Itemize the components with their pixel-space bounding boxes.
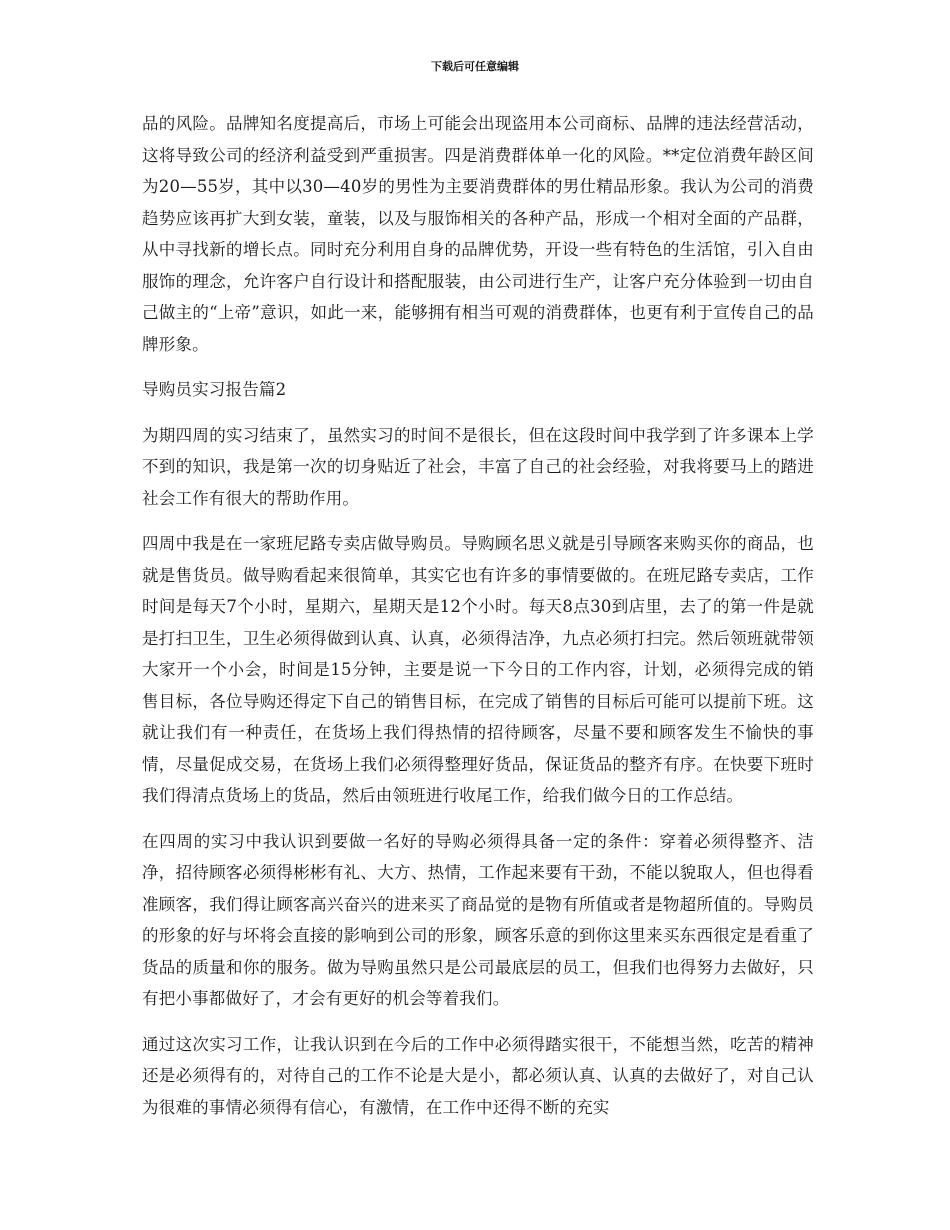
section-heading: 导购员实习报告篇2 [142, 380, 287, 399]
paragraph-4: 在四周的实习中我认识到要做一名好的导购必须得具备一定的条件：穿着必须得整齐、洁净，招待顾客必须得彬彬有礼、大方、热情，工作起来要有干劲，不能以貌取人，但也得看准顾客，我们得让顾客高兴奋兴的进来买了商品觉的是物有所值或者是物超所值的。导购员的形象的好与坏将会直接的影响到公司的形象，顾客乐意的到你这里来买东西很定是看重了货品的质量和你的服务。做为导购虽然只是公司最底层的员工，但我们也得努力去做好，只有把小事都做好了，才会有更好的机会等着我们。 [142, 831, 814, 1008]
document-body [142, 108, 814, 1137]
paragraph-2: 为期四周的实习结束了，虽然实习的时间不是很长，但在这段时间中我学到了许多课本上学不到的知识，我是第一次的切身贴近了社会，丰富了自己的社会经验，对我将要马上的踏进社会工作有很大的帮助作用。 [142, 425, 814, 508]
page-header: 下载后可任意编辑 [431, 60, 519, 73]
paragraph-3: 四周中我是在一家班尼路专卖店做导购员。导购顾名思义就是引导顾客来购买你的商品，也就是售货员。做导购看起来很简单，其实它也有许多的事情要做的。在班尼路专卖店，工作时间是每天7个小时，星期六，星期天是12个小时。每天8点30到店里，去了的第一件是就是打扫卫生，卫生必须得做到认真、认真，必须得洁净，九点必须打扫完。然后领班就带领大家开一个小会，时间是15分钟，主要是说一下今日的工作内容，计划，必须得完成的销售目标，各位导购还得定下自己的销售目标，在完成了销售的目标后可能可以提前下班。这就让我们有一种责任，在货场上我们得热情的招待顾客，尽量不要和顾客发生不愉快的事情，尽量促成交易，在货场上我们必须得整理好货品，保证货品的整齐有序。在快要下班时我们得清点货场上的货品，然后由领班进行收尾工作，给我们做今日的工作总结。 [142, 534, 814, 805]
paragraph-5: 通过这次实习工作，让我认识到在今后的工作中必须得踏实很干，不能想当然，吃苦的精神还是必须得有的，对待自己的工作不论是大是小，都必须认真、认真的去做好了，对自己认为很难的事情必须得有信心，有激情，在工作中还得不断的充实 [142, 1034, 814, 1117]
paragraph-1: 品的风险。品牌知名度提高后，市场上可能会出现盗用本公司商标、品牌的违法经营活动，这将导致公司的经济利益受到严重损害。四是消费群体单一化的风险。**定位消费年龄区间为20—55岁，其中以30—40岁的男性为主要消费群体的男仕精品形象。我认为公司的消费趋势应该再扩大到女装，童装，以及与服饰相关的各种产品，形成一个相对全面的产品群，从中寻找新的增长点。同时充分利用自身的品牌优势，开设一些有特色的生活馆，引入自由服饰的理念，允许客户自行设计和搭配服装，由公司进行生产，让客户充分体验到一切由自己做主的“上帝”意识，如此一来，能够拥有相当可观的消费群体，也更有利于宣传自己的品牌形象。 [142, 114, 814, 354]
